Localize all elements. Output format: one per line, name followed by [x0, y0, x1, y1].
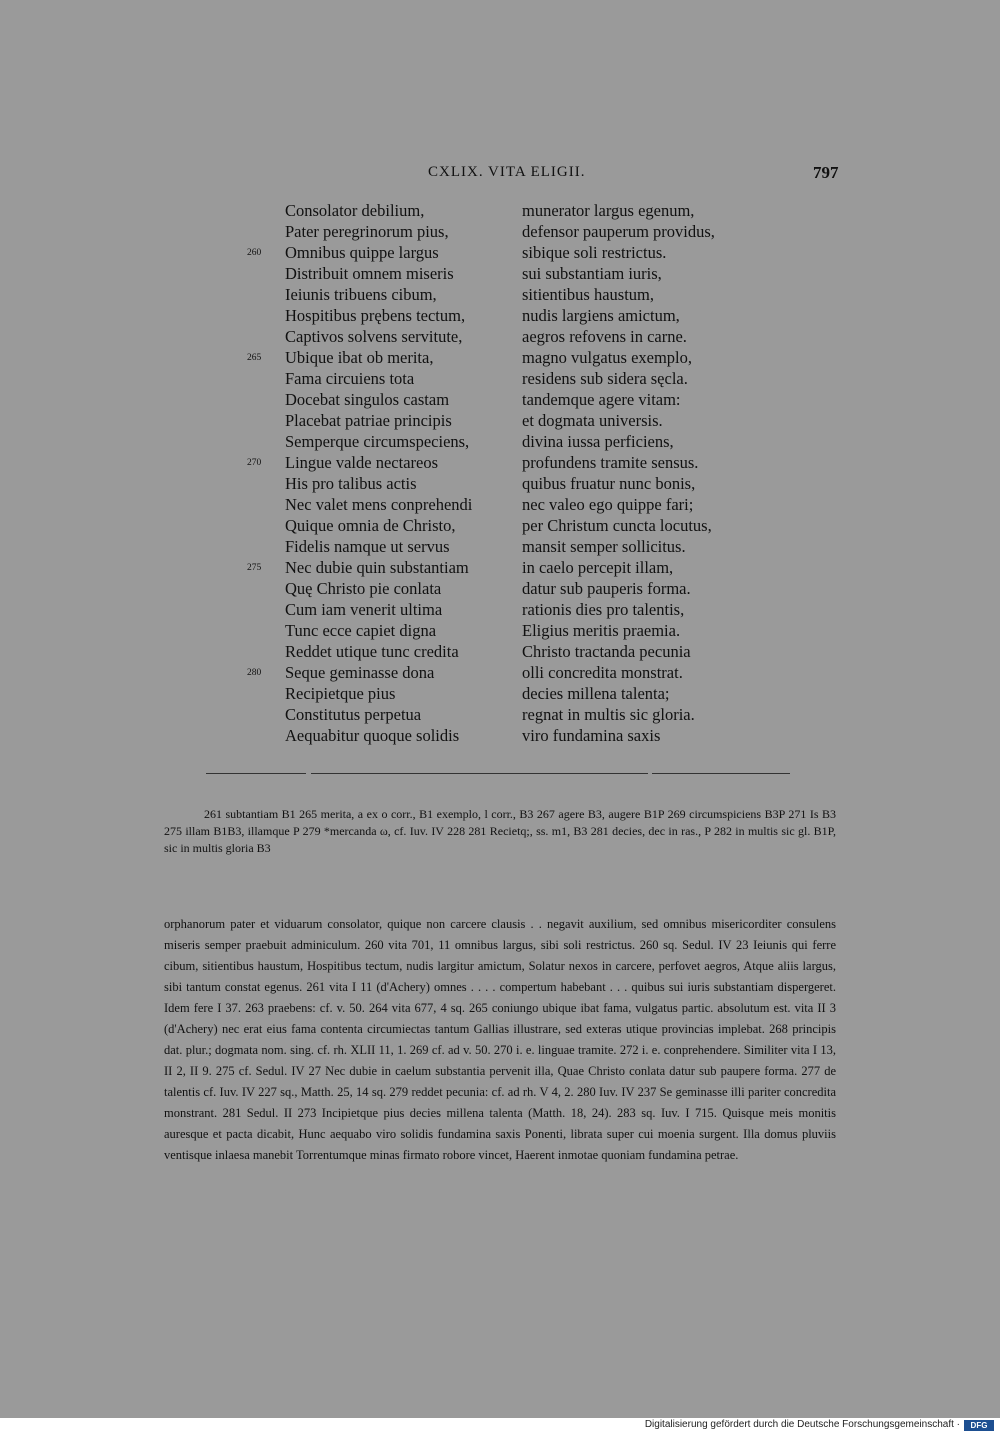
verse-line — [0, 452, 1000, 473]
verse-right: sibique soli restrictus. — [522, 243, 667, 262]
page-header — [0, 164, 1000, 188]
commentary — [164, 914, 836, 1166]
verse-left: Recipietque pius — [285, 684, 396, 703]
verse-right: quibus fruatur nunc bonis, — [522, 474, 696, 493]
verse-right: in caelo percepit illam, — [522, 558, 674, 577]
verse-number: 265 — [247, 353, 262, 363]
dfg-logo: DFG — [964, 1420, 994, 1431]
verse-line — [0, 683, 1000, 704]
verse-left: Seque geminasse dona — [285, 663, 435, 682]
verse-right: Eligius meritis praemia. — [522, 621, 681, 640]
verse-block — [0, 200, 1000, 746]
verse-right: residens sub sidera sęcla. — [522, 369, 688, 388]
verse-left: Fama circuiens tota — [285, 369, 415, 388]
verse-right: rationis dies pro talentis, — [522, 600, 685, 619]
divider-rule — [206, 773, 306, 774]
verse-line — [0, 620, 1000, 641]
page-number: 797 — [813, 163, 839, 182]
verse-right: et dogmata universis. — [522, 411, 663, 430]
verse-right: olli concredita monstrat. — [522, 663, 683, 682]
verse-right: per Christum cuncta locutus, — [522, 516, 712, 535]
verse-line — [0, 599, 1000, 620]
verse-left: Cum iam venerit ultima — [285, 600, 443, 619]
verse-left: Aequabitur quoque solidis — [285, 726, 460, 745]
verse-right: divina iussa perficiens, — [522, 432, 674, 451]
verse-right: viro fundamina saxis — [522, 726, 661, 745]
verse-right: regnat in multis sic gloria. — [522, 705, 695, 724]
verse-left: Fidelis namque ut servus — [285, 537, 450, 556]
funding-credit: Digitalisierung gefördert durch die Deutsche Forschungsgemeinschaft · — [644, 1419, 960, 1430]
verse-left: Distribuit omnem miseris — [285, 264, 454, 283]
verse-line — [0, 263, 1000, 284]
verse-left: Pater peregrinorum pius, — [285, 222, 449, 241]
verse-left: Reddet utique tunc credita — [285, 642, 459, 661]
verse-left: Placebat patriae principis — [285, 411, 452, 430]
divider-rule — [652, 773, 790, 774]
verse-right: defensor pauperum providus, — [522, 222, 715, 241]
verse-left: Nec dubie quin substantiam — [285, 558, 469, 577]
footer-bar — [0, 1418, 1000, 1434]
verse-line — [0, 368, 1000, 389]
verse-number: 280 — [247, 668, 262, 678]
verse-left: Nec valet mens conprehendi — [285, 495, 473, 514]
verse-line — [0, 284, 1000, 305]
verse-right: aegros refovens in carne. — [522, 327, 687, 346]
verse-line — [0, 725, 1000, 746]
verse-number: 260 — [247, 248, 262, 258]
verse-line — [0, 242, 1000, 263]
verse-line — [0, 494, 1000, 515]
running-title: CXLIX. VITA ELIGII. — [428, 164, 586, 180]
verse-number: 270 — [247, 458, 262, 468]
verse-right: tandemque agere vitam: — [522, 390, 681, 409]
verse-left: Quique omnia de Christo, — [285, 516, 456, 535]
verse-left: Lingue valde nectareos — [285, 453, 439, 472]
verse-number: 275 — [247, 563, 262, 573]
verse-right: datur sub pauperis forma. — [522, 579, 691, 598]
verse-line — [0, 410, 1000, 431]
verse-right: Christo tractanda pecunia — [522, 642, 691, 661]
verse-right: decies millena talenta; — [522, 684, 670, 703]
verse-left: Docebat singulos castam — [285, 390, 450, 409]
verse-left: Captivos solvens servitute, — [285, 327, 463, 346]
verse-line — [0, 221, 1000, 242]
verse-left: Quę Christo pie conlata — [285, 579, 442, 598]
commentary-text: orphanorum pater et viduarum consolator, quique non carcere clausis . . negavit auxilium, sed omnibus misericorditer consulens miseris semper praebuit adminiculum. 260 vita 701, 11 omnibus largus, sibi soli restrictus. 260 sq. Sedul. IV 23 Ieiunis qui ferre cibum, sitientibus haustum, Hospitibus tectum, nudis largitur amictum, Solatur nexos in carcere, perfovet aegros, Atque aliis largus, sibi tantum constat egenus. 261 vita I 11 (d'Achery) omnes . . . . compertum habebant . . . quibus sui iuris substantiam dispergeret. Idem fere I 37. 263 praebens: cf. v. 50. 264 vita 677, 4 sq. 265 coniungo ubique ibat fama, vulgatus partic. absolutum est. vita II 3 (d'Achery) nec erat eius fama contenta circumiectas tantum Gallias illustrare, sed exteras utique provincias implebat. 268 principis dat. plur.; dogmata nom. sing. cf. rh. XLII 11, 1. 269 cf. ad v. 50. 270 i. e. linguae tramite. 272 i. e. conprehendere. Similiter vita I 13, II 2, II 9. 275 cf. Sedul. IV 27 Nec dubie in caelum substantia pervenit illa, Quae Christo conlata datur sub paupere forma. 277 de talentis cf. Iuv. IV 227 sq., Matth. 25, 14 sq. 279 reddet pecunia: cf. ad rh. V 4, 2. 280 Iuv. IV 237 Se geminasse illi pariter concredita monstrant. 281 Sedul. II 273 Incipietque pius decies millena talenta (Matth. 18, 24). 283 sq. Iuv. I 715. Quisque meis monitis auresque et pacta dicabit, Hunc aequabo viro solidis fundamina saxis Ponenti, librata super cui moenia surgent. Illa domus pluviis ventisque inlaesa manebit Torrentumque minas firmato robore vincet, Haerent inmotae quoniam fundamina petrae. — [164, 917, 836, 1162]
verse-right: sui substantiam iuris, — [522, 264, 662, 283]
verse-left: Constitutus perpetua — [285, 705, 422, 724]
verse-left: Omnibus quippe largus — [285, 243, 439, 262]
verse-right: sitientibus haustum, — [522, 285, 654, 304]
verse-right: profundens tramite sensus. — [522, 453, 699, 472]
verse-right: magno vulgatus exemplo, — [522, 348, 693, 367]
verse-right: munerator largus egenum, — [522, 201, 695, 220]
verse-line — [0, 326, 1000, 347]
verse-left: Ubique ibat ob merita, — [285, 348, 434, 367]
divider-rule — [311, 773, 648, 774]
verse-line — [0, 557, 1000, 578]
critical-apparatus — [164, 806, 836, 857]
verse-left: Consolator debilium, — [285, 201, 425, 220]
verse-left: Ieiunis tribuens cibum, — [285, 285, 437, 304]
apparatus-text: 261 subtantiam B1 265 merita, a ex o corr., B1 exemplo, l corr., B3 267 agere B3, augere B1P 269 circumspiciens B3P 271 Is B3 275 illam B1B3, illamque P 279 *mercanda ω, cf. Iuv. IV 228 281 Recietq;, ss. m1, B3 281 decies, dec in ras., P 282 in multis sic gl. B1P, sic in multis gloria B3 — [164, 807, 836, 855]
verse-line — [0, 431, 1000, 452]
verse-right: mansit semper sollicitus. — [522, 537, 686, 556]
verse-line — [0, 473, 1000, 494]
verse-line — [0, 515, 1000, 536]
verse-line — [0, 347, 1000, 368]
verse-line — [0, 305, 1000, 326]
verse-line — [0, 641, 1000, 662]
verse-line — [0, 389, 1000, 410]
verse-right: nec valeo ego quippe fari; — [522, 495, 694, 514]
verse-left: Semperque circumspeciens, — [285, 432, 470, 451]
verse-line — [0, 536, 1000, 557]
verse-right: nudis largiens amictum, — [522, 306, 680, 325]
verse-line — [0, 200, 1000, 221]
verse-line — [0, 704, 1000, 725]
verse-left: Tunc ecce capiet digna — [285, 621, 437, 640]
verse-line — [0, 578, 1000, 599]
verse-left: Hospitibus prębens tectum, — [285, 306, 466, 325]
verse-left: His pro talibus actis — [285, 474, 417, 493]
verse-line — [0, 662, 1000, 683]
